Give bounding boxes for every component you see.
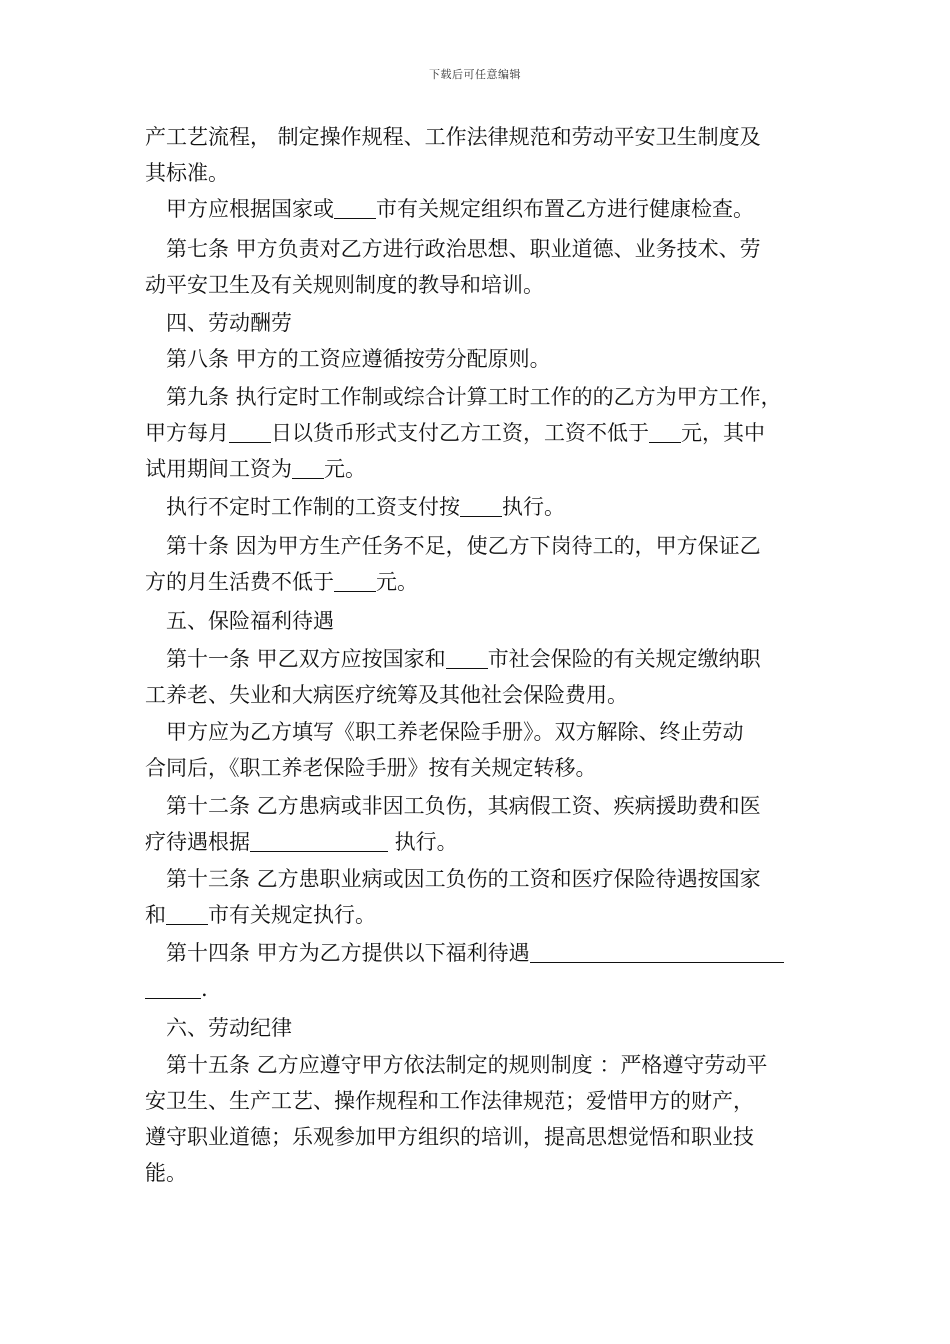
- section-heading: 六、劳动纪律: [166, 1016, 292, 1040]
- page-header: 下载后可任意编辑: [429, 68, 521, 81]
- fill-blank: [250, 831, 388, 852]
- text-line: 试用期间工资为 元。: [145, 457, 366, 481]
- fill-blank: [334, 571, 376, 592]
- section-heading: 四、劳动酬劳: [166, 311, 292, 335]
- text-line: 方的月生活费不低于 元。: [145, 570, 418, 594]
- text-line: 甲方应根据国家或 市有关规定组织布置乙方进行健康检查。: [166, 197, 754, 221]
- fill-blank: [145, 978, 201, 999]
- text-line: 和 市有关规定执行。: [145, 903, 376, 927]
- fill-blank: [292, 458, 324, 479]
- text-line: 遵守职业道德；乐观参加甲方组织的培训，提高思想觉悟和职业技: [145, 1125, 754, 1149]
- fill-blank: [229, 422, 271, 443]
- clause-eleven: 第十一条 甲乙双方应按国家和 市社会保险的有关规定缴纳职: [166, 647, 761, 671]
- section-heading: 五、保险福利待遇: [166, 609, 334, 633]
- text-line: 动平安卫生及有关规则制度的教导和培训。: [145, 273, 544, 297]
- clause-eight: 第八条 甲方的工资应遵循按劳分配原则。: [166, 347, 551, 371]
- text-line: 甲方每月 日以货币形式支付乙方工资，工资不低于 元，其中: [145, 421, 765, 445]
- text-line: 其标准。: [145, 161, 229, 185]
- text-line: 工养老、失业和大病医疗统筹及其他社会保险费用。: [145, 683, 628, 707]
- clause-ten: 第十条 因为甲方生产任务不足，使乙方下岗待工的，甲方保证乙: [166, 534, 761, 558]
- fill-blank: [460, 496, 502, 517]
- text-line: 执行不定时工作制的工资支付按 执行。: [166, 495, 565, 519]
- text-line: 甲方应为乙方填写《职工养老保险手册》。双方解除、终止劳动: [166, 720, 744, 744]
- clause-fourteen: 第十四条 甲方为乙方提供以下福利待遇: [166, 940, 784, 966]
- fill-blank: [166, 904, 208, 925]
- fill-blank: [530, 942, 784, 963]
- text-line: 产工艺流程， 制定操作规程、工作法律规范和劳动平安卫生制度及: [145, 125, 761, 149]
- clause-nine: 第九条 执行定时工作制或综合计算工时工作的的乙方为甲方工作，: [166, 385, 782, 409]
- clause-fifteen: 第十五条 乙方应遵守甲方依法制定的规则制度 ：严格遵守劳动平: [166, 1053, 768, 1077]
- fill-blank: [446, 648, 488, 669]
- clause-thirteen: 第十三条 乙方患职业病或因工负伤的工资和医疗保险待遇按国家: [166, 867, 761, 891]
- text-line: .: [145, 976, 208, 1002]
- text-line: 疗待遇根据 执行。: [145, 830, 458, 854]
- fill-blank: [649, 422, 681, 443]
- text-line: 能。: [145, 1161, 187, 1185]
- text-line: 合同后，《职工养老保险手册》按有关规定转移。: [145, 756, 597, 780]
- fill-blank: [334, 198, 376, 219]
- clause-twelve: 第十二条 乙方患病或非因工负伤，其病假工资、疾病援助费和医: [166, 794, 761, 818]
- text-line: 安卫生、生产工艺、操作规程和工作法律规范；爱惜甲方的财产，: [145, 1089, 754, 1113]
- clause-seven: 第七条 甲方负责对乙方进行政治思想、职业道德、业务技术、劳: [166, 237, 761, 261]
